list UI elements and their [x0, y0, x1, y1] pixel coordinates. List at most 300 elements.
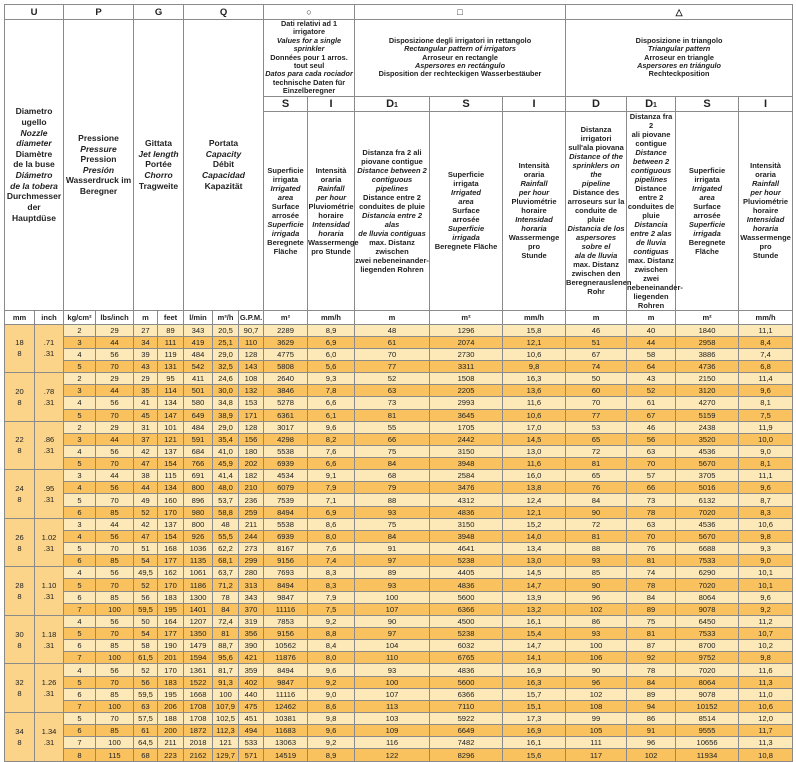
heading-line: Distanza irrigatori: [580, 125, 612, 144]
heading-line: horaria: [752, 224, 779, 234]
table-cell: 1361: [184, 664, 213, 676]
table-cell: 4836: [430, 506, 503, 518]
table-cell: 91: [355, 543, 430, 555]
table-cell: 183: [158, 591, 184, 603]
table-cell: 3311: [430, 360, 503, 372]
table-cell: 170: [158, 664, 184, 676]
table-cell: 7: [64, 603, 96, 615]
table-cell: 64,5: [134, 737, 158, 749]
table-cell: 16,3: [503, 676, 566, 688]
table-cell: 109: [355, 725, 430, 737]
table-cell: 44: [96, 385, 134, 397]
table-cell: 494: [239, 725, 264, 737]
table-cell: 10,6: [739, 518, 793, 530]
table-cell: 16,1: [503, 615, 566, 627]
heading-line: Rectangular pattern of irrigators: [404, 44, 516, 54]
table-cell: 77: [566, 409, 627, 421]
table-cell: 11116: [264, 688, 308, 700]
table-cell: 67: [566, 348, 627, 360]
heading-line: Distance des: [572, 188, 620, 198]
table-cell: 104: [355, 640, 430, 652]
table-cell: 1705: [430, 421, 503, 433]
table-cell: 15,2: [503, 518, 566, 530]
table-cell: 52: [134, 579, 158, 591]
table-row: [5, 725, 793, 737]
heading-line: Distance entre 2: [363, 192, 421, 202]
table-row: [5, 555, 793, 567]
table-cell: 1668: [184, 688, 213, 700]
heading-line: Values for a single sprinkler: [276, 35, 342, 54]
table-cell: 61: [627, 397, 676, 409]
heading-line: sull'ala piovana: [568, 143, 624, 153]
table-cell: 31: [134, 421, 158, 433]
table-cell: 16,9: [503, 725, 566, 737]
table-cell: 5: [64, 494, 96, 506]
table-row: [5, 458, 793, 470]
table-cell: 113: [355, 700, 430, 712]
table-cell: 6: [64, 640, 96, 652]
table-cell: 190: [158, 640, 184, 652]
table-cell: 78: [213, 591, 239, 603]
table-cell: 72,4: [213, 615, 239, 627]
nozzle-mm-value: 26: [15, 532, 24, 542]
table-cell: 3846: [264, 385, 308, 397]
heading-line: Disposizione degli irrigatori in rettangolo: [388, 35, 532, 45]
irrigated-area-heading: [264, 111, 308, 310]
table-cell: 84: [627, 676, 676, 688]
col-letter-U: U: [5, 5, 64, 20]
table-cell: 5: [64, 458, 96, 470]
table-cell: 9,3: [739, 543, 793, 555]
table-cell: 8,6: [308, 518, 355, 530]
table-row: [5, 336, 793, 348]
table-cell: 343: [239, 591, 264, 603]
table-cell: 81: [627, 628, 676, 640]
table-cell: 4641: [430, 543, 503, 555]
table-cell: 12,1: [503, 506, 566, 518]
table-cell: 9,0: [739, 445, 793, 457]
unit-cell: l/min: [184, 310, 213, 324]
table-cell: 93: [566, 628, 627, 640]
table-cell: 12462: [264, 700, 308, 712]
table-cell: 9,1: [308, 470, 355, 482]
table-cell: 3886: [676, 348, 739, 360]
table-cell: 100: [213, 688, 239, 700]
table-cell: 42: [134, 445, 158, 457]
table-cell: 76: [566, 482, 627, 494]
table-cell: 7,5: [739, 409, 793, 421]
table-cell: 128: [239, 348, 264, 360]
nozzle-inch-value: 1.26: [41, 678, 57, 688]
nozzle-inch-value: 1.34: [41, 726, 57, 736]
table-cell: 102: [566, 603, 627, 615]
table-cell: 110: [355, 652, 430, 664]
table-cell: 9847: [264, 676, 308, 688]
nozzle-inch-value: .31: [43, 592, 55, 602]
heading-line: Données pour 1 arros. tout seul: [270, 52, 348, 70]
table-cell: 6,9: [308, 336, 355, 348]
nozzle-mm-cell: [5, 713, 35, 762]
nozzle-inch-value: 1.10: [41, 581, 57, 591]
heading-line: Aspersores en triángulo: [637, 60, 722, 70]
table-row: [5, 603, 793, 615]
table-cell: 93: [355, 579, 430, 591]
heading-line: Intensità: [518, 161, 550, 171]
table-cell: 5: [64, 360, 96, 372]
heading-line: Distance of the: [569, 152, 623, 162]
heading-line: Superficie: [447, 170, 485, 180]
table-cell: 47: [134, 530, 158, 542]
table-cell: 7693: [264, 567, 308, 579]
nozzle-inch-cell: [35, 373, 64, 422]
heading-line: per hour: [750, 188, 781, 198]
table-cell: 63,7: [213, 567, 239, 579]
sprinkler-distance-heading: [566, 111, 632, 310]
heading-line: Beregnete: [267, 237, 304, 247]
table-cell: 6132: [676, 494, 739, 506]
heading-line: Pluviométrie: [511, 197, 557, 207]
table-cell: 11,1: [739, 470, 793, 482]
table-cell: 114: [158, 385, 184, 397]
table-cell: 7533: [676, 628, 739, 640]
table-cell: 6939: [264, 530, 308, 542]
table-cell: 129,7: [213, 749, 239, 761]
unit-cell: m²: [676, 310, 739, 324]
table-cell: 9,0: [739, 555, 793, 567]
heading-line: irrigata: [453, 179, 479, 189]
nozzle-mm-cell: [5, 664, 35, 713]
heading-line: Diámetro: [15, 170, 53, 181]
heading-line: conduite de pluie: [574, 206, 618, 225]
table-cell: 3948: [430, 530, 503, 542]
heading-line: Capacidad: [202, 170, 246, 181]
heading-line: Disposition der rechteckigen Wasserbestäuber: [378, 69, 542, 79]
table-row: [5, 445, 793, 457]
table-cell: 9,2: [308, 615, 355, 627]
heading-line: Irrigated: [451, 188, 482, 198]
table-cell: 85: [566, 567, 627, 579]
table-cell: 3: [64, 433, 96, 445]
table-cell: 81: [627, 555, 676, 567]
table-cell: 13,8: [503, 482, 566, 494]
unit-cell: mm/h: [739, 310, 793, 324]
table-cell: 55: [355, 421, 430, 433]
nozzle-inch-value: 1.02: [41, 532, 57, 542]
table-cell: 107: [355, 603, 430, 615]
rectangular-group-heading: [355, 20, 566, 97]
table-cell: 64: [627, 360, 676, 372]
nozzle-inch-cell: [35, 664, 64, 713]
table-row: [5, 749, 793, 761]
table-cell: 44: [96, 433, 134, 445]
table-cell: 7,4: [739, 348, 793, 360]
table-cell: 13,4: [503, 543, 566, 555]
table-cell: 101: [158, 421, 184, 433]
table-cell: 8,1: [739, 397, 793, 409]
heading-line: horaire: [752, 206, 779, 216]
table-row: [5, 373, 793, 385]
table-cell: 77: [355, 360, 430, 372]
table-cell: 3: [64, 518, 96, 530]
table-cell: 55,5: [213, 530, 239, 542]
heading-line: Rechteckposition: [648, 69, 710, 79]
table-cell: 6765: [430, 652, 503, 664]
col-letter-P: P: [64, 5, 134, 20]
heading-line: de la tobera: [10, 180, 58, 191]
table-cell: 5538: [264, 518, 308, 530]
table-cell: 74: [566, 360, 627, 372]
heading-line: Portata: [208, 138, 239, 149]
table-cell: 38: [134, 470, 158, 482]
table-cell: 1522: [184, 676, 213, 688]
table-cell: 11,1: [739, 324, 793, 336]
heading-line: Surface: [271, 201, 300, 211]
table-cell: 10,6: [503, 409, 566, 421]
table-cell: 85: [96, 555, 134, 567]
table-cell: 1708: [184, 713, 213, 725]
table-cell: 9,6: [308, 664, 355, 676]
heading-line: Intensidad: [312, 219, 350, 229]
heading-line: Pluviométrie: [308, 201, 354, 211]
table-cell: 800: [184, 482, 213, 494]
table-cell: 8700: [676, 640, 739, 652]
table-cell: 2640: [264, 373, 308, 385]
table-cell: 4536: [676, 445, 739, 457]
table-cell: 5016: [676, 482, 739, 494]
table-cell: 15,8: [503, 324, 566, 336]
table-cell: 766: [184, 458, 213, 470]
nozzle-mm-value: 8: [17, 640, 22, 650]
table-cell: 800: [184, 518, 213, 530]
triangle-icon: △: [675, 6, 683, 17]
table-cell: 15,4: [503, 628, 566, 640]
table-cell: 7020: [676, 506, 739, 518]
heading-line: per hour: [518, 188, 550, 198]
table-cell: 5922: [430, 713, 503, 725]
table-cell: 70: [96, 579, 134, 591]
table-cell: 7,9: [308, 591, 355, 603]
unit-cell: m: [627, 310, 676, 324]
table-cell: 70: [96, 628, 134, 640]
table-row: [5, 640, 793, 652]
table-cell: 42: [134, 518, 158, 530]
table-cell: 20,5: [213, 324, 239, 336]
table-cell: 153: [239, 397, 264, 409]
table-cell: 7,8: [308, 385, 355, 397]
table-cell: 48,0: [213, 482, 239, 494]
heading-line: Distanza fra 2 ali: [362, 147, 422, 157]
table-cell: 154: [158, 458, 184, 470]
heading-line: area: [277, 192, 294, 202]
col-letter-S3: S: [676, 96, 739, 111]
unit-cell: kg/cm²: [64, 310, 96, 324]
table-cell: 91,3: [213, 676, 239, 688]
unit-cell: m: [355, 310, 430, 324]
table-row: [5, 433, 793, 445]
table-cell: 5: [64, 676, 96, 688]
heading-line: Distanza fra 2: [629, 111, 673, 130]
table-cell: 571: [239, 749, 264, 761]
table-cell: 73: [627, 494, 676, 506]
nozzle-inch-value: .31: [43, 689, 55, 699]
table-cell: 61: [134, 725, 158, 737]
table-cell: 1207: [184, 615, 213, 627]
table-cell: 370: [239, 603, 264, 615]
unit-cell: mm: [5, 310, 35, 324]
table-cell: 9555: [676, 725, 739, 737]
table-cell: 56: [96, 482, 134, 494]
table-cell: 12,4: [503, 494, 566, 506]
table-cell: 9,2: [308, 676, 355, 688]
table-cell: 70: [96, 494, 134, 506]
jet-length-heading: [134, 20, 184, 311]
table-cell: 117: [566, 749, 627, 761]
table-cell: 3150: [430, 445, 503, 457]
table-cell: 76: [627, 543, 676, 555]
table-cell: 4312: [430, 494, 503, 506]
table-cell: 56: [627, 433, 676, 445]
table-cell: 1479: [184, 640, 213, 652]
table-cell: 100: [566, 640, 627, 652]
table-row: [5, 518, 793, 530]
table-cell: 4: [64, 397, 96, 409]
table-cell: 32,5: [213, 360, 239, 372]
heading-line: Distance between 2: [632, 147, 670, 166]
heading-line: de la buse: [13, 159, 55, 170]
table-cell: 5: [64, 543, 96, 555]
table-cell: 896: [184, 494, 213, 506]
nozzle-mm-value: 8: [17, 397, 22, 407]
table-cell: 7853: [264, 615, 308, 627]
heading-line: Disposizione in triangolo: [635, 35, 723, 45]
table-cell: 89: [627, 688, 676, 700]
heading-line: der Hauptdüse: [12, 201, 56, 223]
table-row: [5, 737, 793, 749]
table-cell: 4836: [430, 664, 503, 676]
table-cell: 10152: [676, 700, 739, 712]
table-cell: 10,1: [739, 567, 793, 579]
heading-line: Superficie: [688, 219, 726, 229]
table-cell: 56: [96, 348, 134, 360]
table-cell: 68: [355, 470, 430, 482]
table-cell: 3017: [264, 421, 308, 433]
table-cell: 8,1: [739, 458, 793, 470]
heading-line: Einzelberegner: [282, 86, 336, 96]
table-cell: 29: [96, 421, 134, 433]
table-cell: 63: [134, 700, 158, 712]
table-cell: 5,6: [308, 360, 355, 372]
table-cell: 62,2: [213, 543, 239, 555]
table-cell: 4: [64, 530, 96, 542]
table-cell: 11,3: [739, 676, 793, 688]
table-cell: 40: [627, 324, 676, 336]
d1-letter: D: [386, 97, 395, 110]
nozzle-inch-value: .31: [43, 397, 55, 407]
table-cell: 3: [64, 336, 96, 348]
table-cell: 100: [96, 700, 134, 712]
table-cell: 29: [134, 373, 158, 385]
nozzle-inch-value: .31: [43, 640, 55, 650]
table-cell: 1594: [184, 652, 213, 664]
col-letter-I2: I: [503, 96, 566, 111]
nozzle-inch-value: .31: [43, 446, 55, 456]
table-cell: 2442: [430, 433, 503, 445]
unit-cell: inch: [35, 310, 64, 324]
table-cell: 8,0: [308, 652, 355, 664]
heading-line: Chorro: [144, 170, 173, 181]
table-cell: 684: [184, 445, 213, 457]
table-cell: 11,6: [739, 664, 793, 676]
heading-line: irrigada: [271, 228, 300, 238]
table-cell: 78: [627, 664, 676, 676]
table-cell: 8,7: [739, 494, 793, 506]
table-cell: 11,7: [739, 725, 793, 737]
table-cell: 160: [158, 494, 184, 506]
table-cell: 102,5: [213, 713, 239, 725]
table-cell: 51: [566, 336, 627, 348]
table-cell: 7,4: [308, 555, 355, 567]
table-cell: 4: [64, 348, 96, 360]
table-row: [5, 567, 793, 579]
table-cell: 29,0: [213, 421, 239, 433]
heading-line: Jet length: [138, 148, 179, 159]
table-cell: 60: [566, 385, 627, 397]
table-cell: 6939: [264, 458, 308, 470]
table-cell: 5600: [430, 591, 503, 603]
table-cell: 2438: [676, 421, 739, 433]
table-cell: 206: [158, 700, 184, 712]
unit-cell: m²: [264, 310, 308, 324]
table-cell: 11,9: [739, 421, 793, 433]
table-cell: 6: [64, 591, 96, 603]
heading-line: liegenden Rohren: [633, 291, 669, 310]
table-cell: 63: [627, 445, 676, 457]
heading-line: Arroseur en triangle: [644, 52, 714, 62]
heading-line: Dati relativi ad 1 irrigatore: [281, 19, 337, 37]
table-cell: 6,1: [308, 409, 355, 421]
table-cell: 70: [96, 458, 134, 470]
table-cell: 100: [96, 652, 134, 664]
heading-line: Beregnete Fläche: [434, 242, 498, 252]
table-cell: 41: [134, 397, 158, 409]
table-cell: 85: [96, 688, 134, 700]
table-cell: 6688: [676, 543, 739, 555]
table-cell: 59,5: [134, 603, 158, 615]
table-cell: 4536: [676, 518, 739, 530]
table-cell: 11,2: [739, 615, 793, 627]
table-cell: 13,6: [503, 385, 566, 397]
heading-line: pro Stunde: [311, 246, 351, 256]
nozzle-mm-value: 8: [17, 592, 22, 602]
table-cell: 223: [158, 749, 184, 761]
table-cell: 70: [96, 543, 134, 555]
table-cell: 99: [566, 713, 627, 725]
nozzle-diameter-heading: [5, 20, 64, 311]
heading-line: oraria: [523, 170, 545, 180]
table-cell: 89: [158, 324, 184, 336]
nozzle-inch-value: .31: [43, 543, 55, 553]
table-cell: 56: [96, 530, 134, 542]
table-cell: 421: [239, 652, 264, 664]
table-cell: 14,5: [503, 567, 566, 579]
table-cell: 8,0: [308, 530, 355, 542]
table-cell: 273: [239, 543, 264, 555]
table-cell: 11934: [676, 749, 739, 761]
table-cell: 9,3: [308, 373, 355, 385]
heading-line: Gittata: [145, 138, 172, 149]
table-cell: 30,0: [213, 385, 239, 397]
table-cell: 1872: [184, 725, 213, 737]
